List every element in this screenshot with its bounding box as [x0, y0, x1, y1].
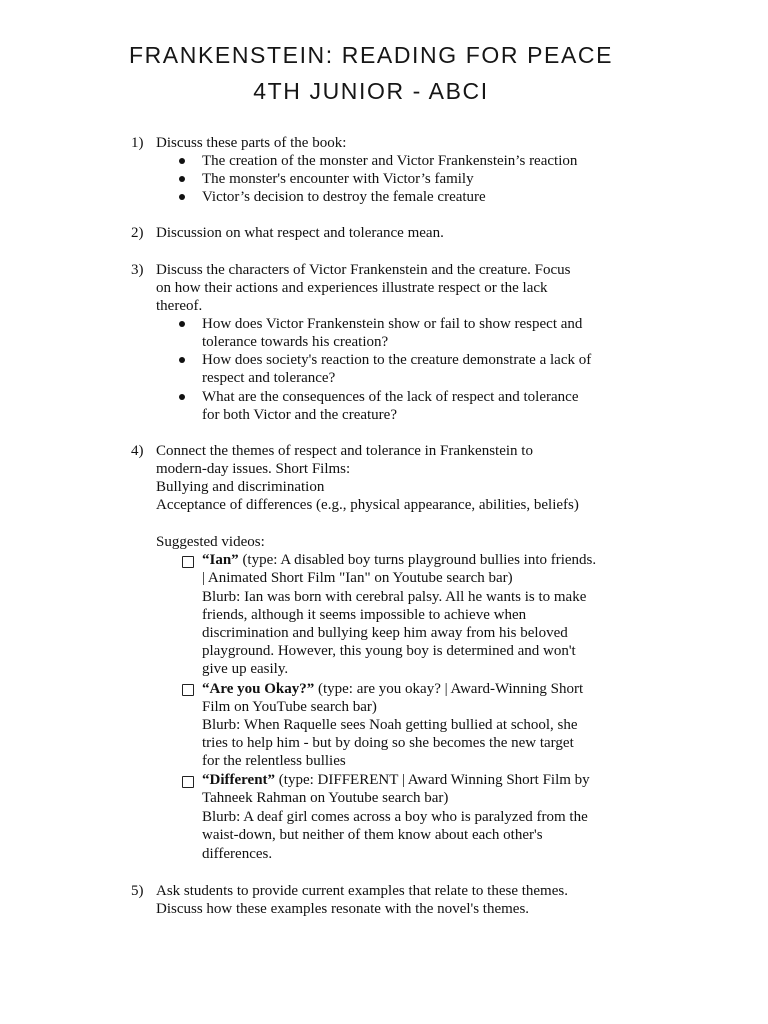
section-3-bullet-line: tolerance towards his creation? [202, 334, 389, 350]
section-3-text-line: thereof. [156, 298, 203, 314]
video-ian-line: friends, although it seems impossible to achieve when [202, 607, 527, 623]
item-number-3: 3) [131, 262, 144, 278]
suggested-videos-label: Suggested videos: [156, 534, 265, 550]
document-subtitle: 4TH JUNIOR - ABCI [253, 78, 489, 104]
checkbox-icon[interactable] [182, 684, 194, 696]
section-1-bullet: Victor’s decision to destroy the female creature [202, 189, 486, 205]
section-1-bullet: The creation of the monster and Victor Frankenstein’s reaction [202, 153, 578, 169]
section-4-text-line: Connect the themes of respect and tolerance in Frankenstein to [156, 443, 533, 459]
document-title: FRANKENSTEIN: READING FOR PEACE [128, 42, 614, 68]
video-ian-line: playground. However, this young boy is determined and won't [202, 643, 576, 659]
video-type-text: (type: are you okay? | Award-Winning Short [314, 681, 584, 697]
section-1-intro: Discuss these parts of the book: [156, 135, 347, 151]
bullet-marker [179, 357, 185, 363]
item-number-1: 1) [131, 135, 144, 151]
video-ian-line: Blurb: Ian was born with cerebral palsy. All he wants is to make [202, 589, 587, 605]
checkbox-icon[interactable] [182, 556, 194, 568]
section-4-text-line: Bullying and discrimination [156, 479, 325, 495]
bullet-marker [179, 176, 185, 182]
bullet-marker [179, 158, 185, 164]
video-ian-line: give up easily. [202, 661, 289, 677]
video-different-line: differences. [202, 846, 273, 862]
video-are-you-okay-first-line [202, 680, 583, 698]
section-2-text: Discussion on what respect and tolerance mean. [156, 225, 444, 241]
section-3-bullet-line: What are the consequences of the lack of respect and tolerance [202, 389, 579, 405]
section-4-text-line: Acceptance of differences (e.g., physical appearance, abilities, beliefs) [156, 497, 579, 513]
video-title: “Different” [202, 772, 276, 788]
section-3-bullet-line: How does society's reaction to the creature demonstrate a lack of [202, 352, 592, 368]
video-different-line: Tahneek Rahman on Youtube search bar) [202, 790, 449, 806]
video-ian-line: discrimination and bullying keep him away from his beloved [202, 625, 568, 641]
item-number-5: 5) [131, 883, 144, 899]
video-are-you-okay-line: tries to help him - but by doing so she becomes the new target [202, 735, 574, 751]
section-4-text-line: modern-day issues. Short Films: [156, 461, 351, 477]
video-title: “Ian” [202, 552, 239, 568]
section-3-bullet-line: respect and tolerance? [202, 370, 336, 386]
video-title: “Are you Okay?” [202, 681, 315, 697]
section-3-bullet-line: How does Victor Frankenstein show or fail to show respect and [202, 316, 583, 332]
section-3-text-line: on how their actions and experiences illustrate respect or the lack [156, 280, 548, 296]
section-5-text-line: Ask students to provide current examples that relate to these themes. [156, 883, 568, 899]
video-are-you-okay-line: for the relentless bullies [202, 753, 346, 769]
bullet-marker [179, 394, 185, 400]
bullet-marker [179, 194, 185, 200]
video-are-you-okay-line: Film on YouTube search bar) [202, 699, 377, 715]
video-type-text: (type: A disabled boy turns playground bullies into friends. [238, 552, 597, 568]
video-different-line: Blurb: A deaf girl comes across a boy who is paralyzed from the [202, 809, 588, 825]
section-1-bullet: The monster's encounter with Victor’s family [202, 171, 474, 187]
section-3-bullet-line: for both Victor and the creature? [202, 407, 397, 423]
section-5-text-line: Discuss how these examples resonate with the novel's themes. [156, 901, 530, 917]
bullet-marker [179, 321, 185, 327]
item-number-2: 2) [131, 225, 144, 241]
video-type-text: (type: DIFFERENT | Award Winning Short Film by [275, 772, 590, 788]
video-ian-line: | Animated Short Film "Ian" on Youtube search bar) [202, 570, 513, 586]
checkbox-icon[interactable] [182, 776, 194, 788]
item-number-4: 4) [131, 443, 144, 459]
video-different-first-line [202, 771, 590, 789]
video-ian-first-line [202, 551, 596, 569]
video-are-you-okay-line: Blurb: When Raquelle sees Noah getting bullied at school, she [202, 717, 578, 733]
video-different-line: waist-down, but neither of them know about each other's [202, 827, 543, 843]
section-3-text-line: Discuss the characters of Victor Frankenstein and the creature. Focus [156, 262, 571, 278]
